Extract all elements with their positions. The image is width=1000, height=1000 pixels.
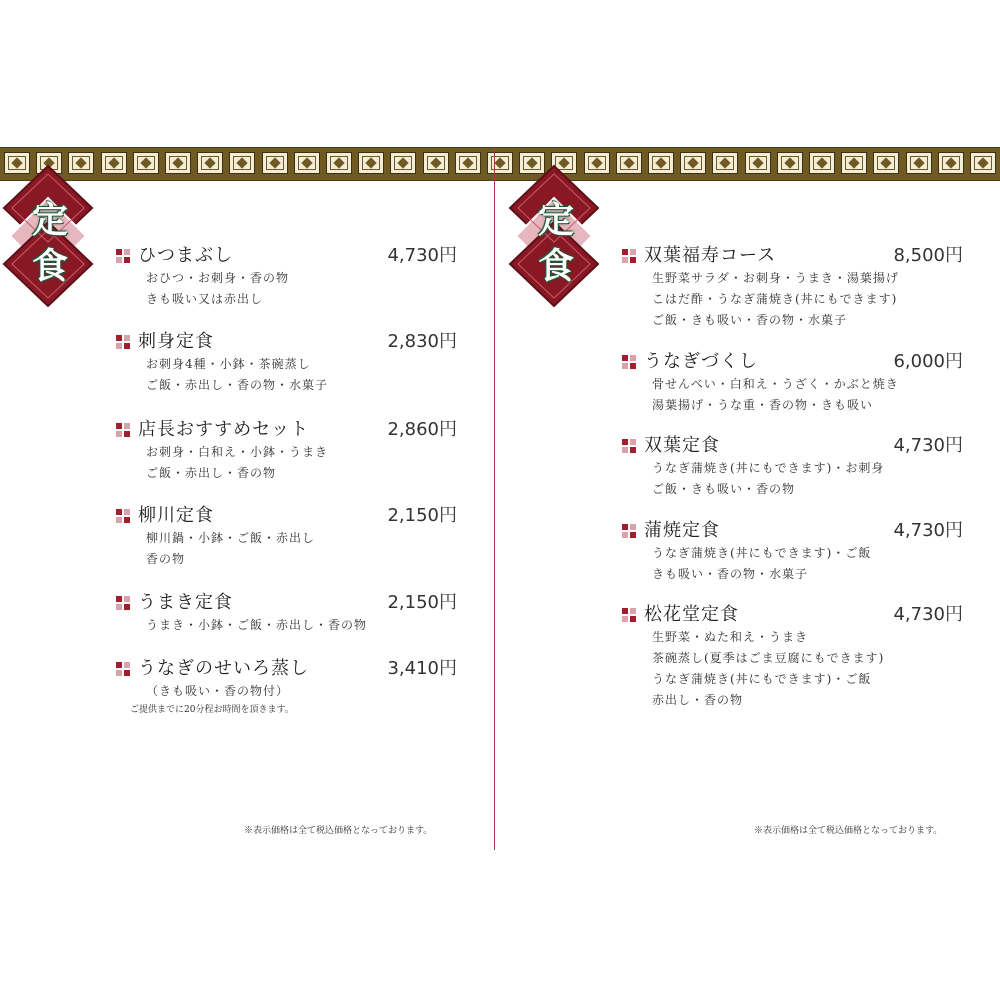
item-desc: 湯葉揚げ・うな重・香の物・きも吸い — [652, 398, 874, 412]
teishoku-emblem — [0, 160, 100, 310]
item-price: 4,730円 — [893, 520, 963, 541]
teishoku-emblem — [506, 160, 606, 310]
bullet-icon — [116, 423, 130, 437]
item-desc: 柳川鍋・小鉢・ご飯・赤出し — [146, 531, 316, 545]
menu-item — [116, 330, 461, 396]
menu-item — [116, 244, 461, 310]
left-menu-page — [0, 0, 494, 1000]
item-name: 刺身定食 — [138, 331, 214, 352]
item-desc: きも吸い・香の物・水菓子 — [652, 567, 809, 581]
item-name: 柳川定食 — [138, 505, 214, 526]
item-price: 2,860円 — [387, 419, 457, 440]
bullet-icon — [622, 355, 636, 369]
emblem-char-2: 食 — [537, 245, 574, 287]
item-desc: おひつ・お刺身・香の物 — [146, 271, 290, 285]
item-desc: 生野菜サラダ・お刺身・うまき・湯葉揚げ — [652, 271, 899, 285]
item-desc: お刺身・白和え・小鉢・うまき — [146, 445, 329, 459]
item-price: 3,410円 — [387, 658, 457, 679]
tax-note: ※表示価格は全て税込価格となっております。 — [754, 826, 943, 836]
right-menu-page — [506, 0, 1000, 1000]
tax-note: ※表示価格は全て税込価格となっております。 — [244, 826, 433, 836]
item-desc: ご飯・きも吸い・香の物 — [652, 482, 796, 496]
item-name: 松花堂定食 — [644, 604, 739, 625]
item-desc: 茶碗蒸し(夏季はごま豆腐にもできます) — [652, 651, 885, 665]
bullet-icon — [622, 524, 636, 538]
item-name: 蒲焼定食 — [644, 520, 720, 541]
item-desc: うなぎ蒲焼き(丼にもできます)・ご飯 — [652, 546, 872, 560]
item-desc: ご飯・きも吸い・香の物・水菓子 — [652, 313, 848, 327]
emblem-char-1: 定 — [537, 199, 574, 241]
item-note: ご提供までに20分程お時間を頂きます。 — [130, 705, 294, 715]
item-name: 双葉福寿コース — [644, 245, 777, 266]
bullet-icon — [116, 249, 130, 263]
item-price: 6,000円 — [893, 351, 963, 372]
menu-item — [116, 418, 461, 484]
menu-item — [622, 603, 967, 711]
bullet-icon — [116, 335, 130, 349]
item-desc: こはだ酢・うなぎ蒲焼き(丼にもできます) — [652, 292, 898, 306]
item-price: 8,500円 — [893, 245, 963, 266]
bullet-icon — [622, 439, 636, 453]
emblem-char-2: 食 — [31, 245, 68, 287]
item-price: 4,730円 — [893, 604, 963, 625]
item-price: 4,730円 — [893, 435, 963, 456]
item-name: 店長おすすめセット — [138, 419, 310, 440]
emblem-char-1: 定 — [31, 199, 68, 241]
item-name: うなぎづくし — [644, 351, 758, 372]
menu-item — [116, 504, 461, 570]
item-price: 2,150円 — [387, 592, 457, 613]
item-desc: うなぎ蒲焼き(丼にもできます)・お刺身 — [652, 461, 885, 475]
item-name: うまき定食 — [138, 592, 233, 613]
bullet-icon — [116, 509, 130, 523]
item-name: 双葉定食 — [644, 435, 720, 456]
item-desc: きも吸い又は赤出し — [146, 292, 264, 306]
bullet-icon — [622, 608, 636, 622]
item-name: ひつまぶし — [138, 245, 233, 266]
item-price: 2,150円 — [387, 505, 457, 526]
item-desc: ご飯・赤出し・香の物・水菓子 — [146, 378, 329, 392]
menu-item — [622, 434, 967, 500]
item-price: 4,730円 — [387, 245, 457, 266]
item-desc: 赤出し・香の物 — [652, 693, 744, 707]
bullet-icon — [116, 662, 130, 676]
item-desc: うまき・小鉢・ご飯・赤出し・香の物 — [146, 618, 368, 632]
item-desc: 骨せんべい・白和え・うざく・かぶと焼き — [652, 377, 899, 391]
item-desc: お刺身4種・小鉢・茶碗蒸し — [146, 357, 311, 371]
menu-item — [622, 350, 967, 416]
menu-item — [622, 519, 967, 585]
menu-item — [622, 244, 967, 331]
bullet-icon — [622, 249, 636, 263]
item-desc: ご飯・赤出し・香の物 — [146, 466, 277, 480]
menu-item — [116, 657, 461, 718]
item-desc: うなぎ蒲焼き(丼にもできます)・ご飯 — [652, 672, 872, 686]
item-desc: 香の物 — [146, 552, 186, 566]
page-divider — [494, 147, 495, 850]
menu-item — [116, 591, 461, 636]
item-price: 2,830円 — [387, 331, 457, 352]
item-desc: （きも吸い・香の物付） — [146, 684, 290, 698]
bullet-icon — [116, 596, 130, 610]
item-name: うなぎのせいろ蒸し — [138, 658, 309, 679]
item-desc: 生野菜・ぬた和え・うまき — [652, 630, 809, 644]
